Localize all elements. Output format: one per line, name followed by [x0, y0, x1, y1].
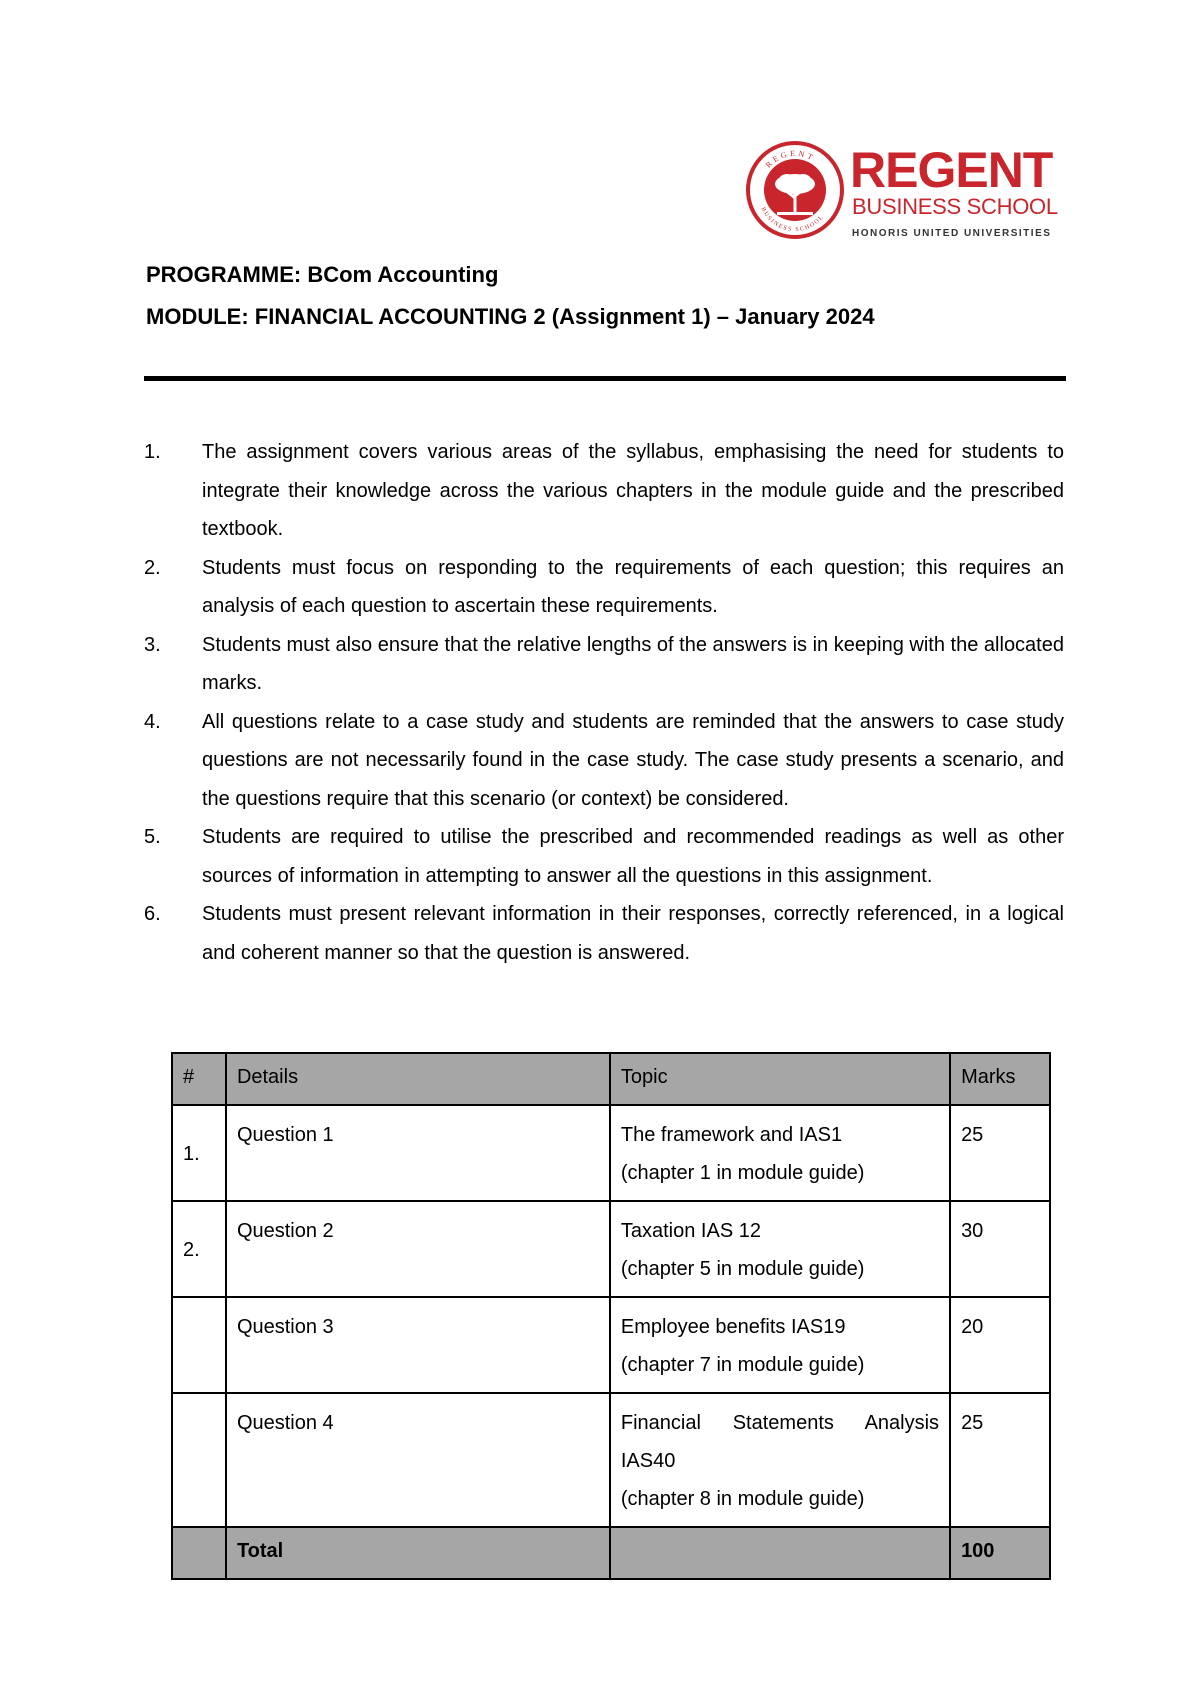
topic-title: The framework and IAS1 — [620, 1124, 843, 1146]
row-marks: 30 — [950, 1201, 1050, 1297]
row-number: 2. — [172, 1201, 226, 1297]
programme-label: PROGRAMME: — [146, 262, 302, 287]
instruction-number: 5. — [144, 826, 161, 848]
instruction-text: Students must present relevant information in their responses, correctly referenced, in a logical and coherent manner so that the question is answered. — [202, 903, 1064, 964]
total-topic-blank — [610, 1527, 950, 1579]
topic-chapter: (chapter 5 in module guide) — [620, 1258, 865, 1280]
total-blank — [172, 1527, 226, 1579]
instruction-number: 4. — [144, 710, 161, 733]
svg-text:REGENT: REGENT — [763, 148, 817, 170]
instruction-text: Students must also ensure that the relative lengths of the answers is in keeping with the allocated marks. — [202, 633, 1064, 694]
total-row — [172, 1527, 1050, 1579]
table-row — [172, 1105, 1050, 1201]
brand-name: REGENT — [850, 142, 1053, 198]
programme-value: BCom Accounting — [301, 262, 499, 287]
total-label: Total — [226, 1527, 610, 1579]
brand-subtitle: BUSINESS SCHOOL — [852, 194, 1058, 219]
row-details: Question 3 — [226, 1297, 610, 1393]
row-marks: 20 — [950, 1297, 1050, 1393]
topic-title: Employee benefits IAS19 — [620, 1316, 846, 1338]
table-header-row — [172, 1053, 1050, 1105]
instruction-text: All questions relate to a case study and students are reminded that the answers to case study questions are not necessarily found in the case study. The case study presents a scenario, and the questions require that this scenario (or context) be considered. — [202, 710, 1064, 810]
header-divider — [144, 376, 1066, 381]
instruction-item — [144, 433, 1064, 549]
module-line — [146, 304, 875, 330]
row-details: Question 4 — [226, 1393, 610, 1527]
instruction-text: Students must focus on responding to the requirements of each question; this requires an analysis of each question to ascertain these requirements. — [202, 556, 1064, 617]
instruction-item — [144, 549, 1064, 626]
row-topic — [610, 1297, 950, 1393]
row-topic — [610, 1105, 950, 1201]
topic-chapter: (chapter 1 in module guide) — [620, 1162, 865, 1184]
brand-tagline: HONORIS UNITED UNIVERSITIES — [852, 228, 1052, 239]
regent-logo — [745, 140, 1065, 250]
instruction-text: The assignment covers various areas of the syllabus, emphasising the need for students to integrate their knowledge across the various chapters in the module guide and the prescribed textbook. — [202, 441, 1064, 540]
topic-title: Taxation IAS 12 — [620, 1220, 761, 1242]
header-details: Details — [226, 1053, 610, 1105]
instruction-number: 3. — [144, 633, 161, 656]
row-number — [172, 1297, 226, 1393]
topic-chapter: (chapter 8 in module guide) — [620, 1488, 865, 1510]
topic-chapter: (chapter 7 in module guide) — [620, 1354, 865, 1376]
instruction-number: 6. — [144, 903, 161, 925]
row-details: Question 2 — [226, 1201, 610, 1297]
header-marks: Marks — [950, 1053, 1050, 1105]
topic-title: Financial Statements Analysis — [620, 1412, 940, 1434]
row-marks: 25 — [950, 1393, 1050, 1527]
module-value: FINANCIAL ACCOUNTING 2 (Assignment 1) – January 2024 — [248, 304, 875, 329]
marks-table — [171, 1052, 1051, 1580]
instruction-item — [144, 818, 1064, 895]
module-label: MODULE: — [146, 304, 249, 329]
topic-title-cont: IAS40 — [620, 1450, 676, 1472]
instruction-number: 2. — [144, 556, 161, 579]
instructions-list — [144, 433, 1064, 972]
svg-text:BUSINESS SCHOOL: BUSINESS SCHOOL — [759, 206, 826, 234]
row-details: Question 1 — [226, 1105, 610, 1201]
header-topic: Topic — [610, 1053, 950, 1105]
instruction-item — [144, 703, 1064, 819]
table-row — [172, 1201, 1050, 1297]
header-number: # — [172, 1053, 226, 1105]
table-row — [172, 1393, 1050, 1527]
row-number: 1. — [172, 1105, 226, 1201]
instruction-item — [144, 895, 1064, 972]
instruction-item — [144, 626, 1064, 703]
programme-line — [146, 262, 498, 288]
row-topic — [610, 1393, 950, 1527]
row-topic — [610, 1201, 950, 1297]
table-row — [172, 1297, 1050, 1393]
row-marks: 25 — [950, 1105, 1050, 1201]
instruction-text: Students are required to utilise the prescribed and recommended readings as well as other sources of information in attempting to answer all the questions in this assignment. — [202, 826, 1064, 887]
row-number — [172, 1393, 226, 1527]
instruction-number: 1. — [144, 441, 161, 463]
total-marks: 100 — [950, 1527, 1050, 1579]
regent-seal-icon — [745, 140, 845, 240]
